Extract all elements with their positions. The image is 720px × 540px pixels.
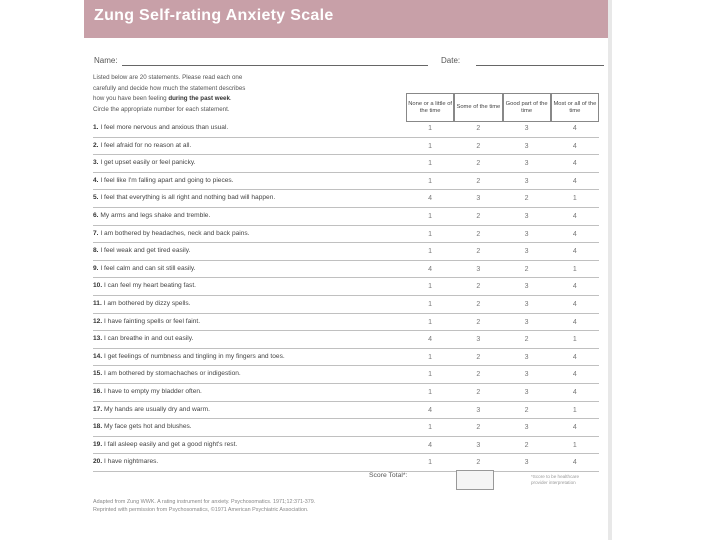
score-option[interactable]: 3: [524, 388, 529, 396]
score-option[interactable]: 4: [572, 388, 577, 396]
score-option[interactable]: 1: [572, 336, 577, 344]
statement-number: 11.: [93, 299, 102, 307]
column-headers: [406, 93, 599, 122]
table-row: [93, 384, 599, 402]
score-option[interactable]: 4: [428, 265, 433, 273]
score-options: [406, 120, 599, 137]
score-option[interactable]: 1: [572, 195, 577, 203]
score-option[interactable]: 4: [572, 160, 577, 168]
statement-text: I am bothered by headaches, neck and back pains.: [100, 229, 250, 237]
footer-line: Reprinted with permission from Psychosomatics, ©1971 American Psychiatric Association.: [93, 507, 309, 513]
score-option[interactable]: 1: [428, 318, 433, 326]
score-option[interactable]: 3: [524, 459, 529, 467]
name-underline[interactable]: [122, 65, 428, 66]
score-option[interactable]: 1: [428, 424, 433, 432]
statement-number: 12.: [93, 317, 103, 325]
statement: [93, 230, 250, 237]
statement: [93, 142, 191, 149]
statement-text: My arms and legs shake and tremble.: [100, 211, 211, 219]
statement: [93, 124, 228, 131]
statement: [93, 388, 202, 395]
score-option[interactable]: 3: [524, 177, 529, 185]
score-options: [406, 296, 599, 313]
table-row: [93, 366, 599, 384]
statement-table: [93, 120, 599, 472]
score-option[interactable]: 3: [524, 283, 529, 291]
table-row: [93, 437, 599, 455]
score-option[interactable]: 1: [428, 388, 433, 396]
statement: [93, 247, 190, 254]
statement-number: 18.: [93, 423, 103, 431]
score-options: [406, 314, 599, 331]
statement-text: I feel afraid for no reason at all.: [100, 141, 192, 149]
score-option[interactable]: 2: [476, 212, 481, 220]
score-option[interactable]: 2: [476, 142, 481, 150]
score-option[interactable]: 4: [572, 300, 577, 308]
score-option[interactable]: 2: [524, 265, 529, 273]
score-option[interactable]: 2: [476, 160, 481, 168]
table-row: [93, 226, 599, 244]
statement-text: I can breathe in and out easily.: [104, 335, 194, 343]
statement-text: I feel more nervous and anxious than usual.: [100, 124, 229, 131]
score-option[interactable]: 2: [476, 177, 481, 185]
score-option[interactable]: 3: [524, 160, 529, 168]
score-option[interactable]: 2: [476, 248, 481, 256]
score-total-label: Score Total*:: [369, 472, 408, 479]
score-option[interactable]: 4: [428, 406, 433, 414]
instructions: [93, 73, 383, 115]
statement-number: 5.: [93, 194, 99, 202]
score-option[interactable]: 4: [428, 441, 433, 449]
name-field: [94, 56, 118, 65]
table-row: [93, 296, 599, 314]
score-option[interactable]: 3: [524, 142, 529, 150]
statement-number: 9.: [93, 264, 99, 272]
statement-number: 14.: [93, 352, 103, 360]
table-row: [93, 454, 599, 472]
score-option[interactable]: 1: [428, 371, 433, 379]
table-row: [93, 331, 599, 349]
instructions-text: .: [229, 95, 232, 102]
table-row: [93, 419, 599, 437]
statement-text: I have to empty my bladder often.: [104, 387, 202, 395]
score-options: [406, 243, 599, 260]
statement-text: My face gets hot and blushes.: [104, 423, 192, 431]
score-total-box[interactable]: [456, 470, 494, 490]
statement-number: 6.: [93, 211, 99, 219]
score-option[interactable]: 1: [572, 265, 577, 273]
score-option[interactable]: 3: [524, 300, 529, 308]
statement-number: 8.: [93, 247, 99, 255]
table-row: [93, 138, 599, 156]
column-header: Most or all of the time: [551, 93, 599, 122]
footer-line: Adapted from Zung WWK. A rating instrument for anxiety. Psychosomatics. 1971;12:371-379.: [93, 499, 316, 505]
score-option[interactable]: 2: [476, 388, 481, 396]
score-option[interactable]: 2: [476, 459, 481, 467]
score-options: [406, 331, 599, 348]
score-option[interactable]: 4: [572, 459, 577, 467]
statement: [93, 353, 285, 360]
table-row: [93, 120, 599, 138]
statement-number: 1.: [93, 124, 99, 131]
score-option[interactable]: 3: [476, 406, 481, 414]
score-options: [406, 138, 599, 155]
score-option[interactable]: 2: [524, 336, 529, 344]
score-option[interactable]: 2: [476, 318, 481, 326]
instructions-line: [93, 94, 383, 105]
score-option[interactable]: 4: [572, 283, 577, 291]
score-options: [406, 437, 599, 454]
score-option[interactable]: 1: [428, 142, 433, 150]
score-option[interactable]: 1: [428, 459, 433, 467]
score-option[interactable]: 4: [428, 336, 433, 344]
score-option[interactable]: 1: [572, 406, 577, 414]
score-option[interactable]: 3: [524, 212, 529, 220]
table-row: [93, 261, 599, 279]
score-option[interactable]: 1: [572, 441, 577, 449]
table-row: [93, 349, 599, 367]
statement-number: 2.: [93, 141, 99, 149]
score-option[interactable]: 3: [524, 248, 529, 256]
score-option[interactable]: 4: [572, 371, 577, 379]
statement-text: I have fainting spells or feel faint.: [104, 317, 201, 325]
score-options: [406, 349, 599, 366]
score-option[interactable]: 1: [428, 300, 433, 308]
table-row: [93, 314, 599, 332]
statement-text: I am bothered by stomachaches or indigestion.: [104, 370, 241, 378]
score-option[interactable]: 4: [572, 424, 577, 432]
statement: [93, 318, 200, 325]
score-option[interactable]: 1: [428, 248, 433, 256]
score-options: [406, 226, 599, 243]
score-option[interactable]: 2: [476, 230, 481, 238]
statement-number: 10.: [93, 282, 103, 290]
table-row: [93, 278, 599, 296]
statement-text: I get feelings of numbness and tingling in my fingers and toes.: [104, 352, 285, 360]
footer-citation: [93, 498, 453, 514]
statement: [93, 423, 192, 430]
score-option[interactable]: 4: [572, 142, 577, 150]
column-header: Some of the time: [454, 93, 502, 122]
score-options: [406, 278, 599, 295]
instructions-text: how you have been feeling: [93, 95, 169, 102]
score-option[interactable]: 3: [524, 125, 529, 132]
statement: [93, 177, 234, 184]
score-option[interactable]: 4: [572, 177, 577, 185]
statement-number: 7.: [93, 229, 99, 237]
score-option[interactable]: 4: [428, 195, 433, 203]
instructions-emphasis: during the past week: [168, 95, 230, 102]
column-header: None or a little of the time: [406, 93, 454, 122]
score-option[interactable]: 3: [476, 336, 481, 344]
statement-number: 16.: [93, 387, 103, 395]
score-option[interactable]: 2: [476, 424, 481, 432]
score-option[interactable]: 3: [524, 353, 529, 361]
score-option[interactable]: 2: [476, 353, 481, 361]
table-row: [93, 208, 599, 226]
table-row: [93, 243, 599, 261]
score-option[interactable]: 1: [428, 353, 433, 361]
date-underline[interactable]: [476, 65, 604, 66]
score-option[interactable]: 1: [428, 160, 433, 168]
score-option[interactable]: 4: [572, 318, 577, 326]
score-option[interactable]: 4: [572, 230, 577, 238]
score-options: [406, 454, 599, 471]
score-option[interactable]: 3: [476, 265, 481, 273]
statement-text: I have nightmares.: [104, 458, 159, 466]
statement: [93, 212, 210, 219]
statement: [93, 265, 196, 272]
column-header: Good part of the time: [503, 93, 551, 122]
instructions-line: Listed below are 20 statements. Please read each one: [93, 74, 243, 81]
statement: [93, 370, 241, 377]
page-edge: [608, 0, 612, 540]
score-option[interactable]: 1: [428, 125, 433, 132]
score-option[interactable]: 1: [428, 212, 433, 220]
statement-text: I am bothered by dizzy spells.: [103, 299, 191, 307]
score-option[interactable]: 2: [476, 125, 481, 132]
date-field: [441, 56, 460, 65]
statement-text: I get upset easily or feel panicky.: [100, 159, 196, 167]
score-option[interactable]: 2: [524, 406, 529, 414]
score-option[interactable]: 4: [572, 248, 577, 256]
score-options: [406, 366, 599, 383]
instructions-line: Circle the appropriate number for each statement.: [93, 105, 230, 113]
score-option[interactable]: 3: [476, 195, 481, 203]
statement: [93, 441, 237, 448]
score-option[interactable]: 2: [476, 283, 481, 291]
instructions-line: carefully and decide how much the statement describes: [93, 84, 246, 92]
statement: [93, 159, 196, 166]
statement-text: I fall asleep easily and get a good night's rest.: [104, 440, 238, 448]
statement-number: 17.: [93, 405, 103, 413]
statement-text: I feel like I'm falling apart and going to pieces.: [100, 176, 234, 184]
score-option[interactable]: 3: [524, 424, 529, 432]
document-page: [84, 0, 609, 540]
score-options: [406, 419, 599, 436]
statement-text: I feel weak and get tired easily.: [100, 247, 191, 255]
score-option[interactable]: 1: [428, 177, 433, 185]
document-title: Zung Self-rating Anxiety Scale: [94, 7, 334, 24]
score-option[interactable]: 3: [476, 441, 481, 449]
statement-text: My hands are usually dry and warm.: [104, 405, 210, 413]
score-option[interactable]: 3: [524, 318, 529, 326]
statement: [93, 282, 196, 289]
score-option[interactable]: 4: [572, 212, 577, 220]
table-row: [93, 190, 599, 208]
statement: [93, 458, 158, 465]
statement: [93, 335, 193, 342]
statement-number: 19.: [93, 440, 103, 448]
table-row: [93, 173, 599, 191]
score-option[interactable]: 3: [524, 230, 529, 238]
score-options: [406, 402, 599, 419]
statement-text: I feel that everything is all right and nothing bad will happen.: [100, 194, 276, 202]
score-option[interactable]: 4: [572, 353, 577, 361]
statement-text: I can feel my heart beating fast.: [104, 282, 197, 290]
score-options: [406, 155, 599, 172]
score-option[interactable]: 3: [524, 371, 529, 379]
header-band: [84, 0, 609, 38]
score-option[interactable]: 1: [428, 230, 433, 238]
score-options: [406, 173, 599, 190]
statement-text: I feel calm and can sit still easily.: [100, 264, 196, 272]
score-options: [406, 208, 599, 225]
score-note: *Score to be healthcare provider interpretation: [531, 474, 580, 485]
score-options: [406, 384, 599, 401]
date-label: Date:: [441, 56, 461, 65]
statement-number: 4.: [93, 176, 99, 184]
statement-number: 3.: [93, 159, 99, 167]
name-label: Name:: [94, 56, 118, 65]
statement: [93, 300, 191, 307]
score-option[interactable]: 1: [428, 283, 433, 291]
statement-number: 13.: [93, 335, 103, 343]
score-option[interactable]: 4: [572, 125, 577, 132]
statement: [93, 194, 275, 201]
score-options: [406, 190, 599, 207]
score-option[interactable]: 2: [476, 300, 481, 308]
table-row: [93, 402, 599, 420]
score-option[interactable]: 2: [524, 195, 529, 203]
score-option[interactable]: 2: [476, 371, 481, 379]
score-option[interactable]: 2: [524, 441, 529, 449]
table-row: [93, 155, 599, 173]
score-options: [406, 261, 599, 278]
statement: [93, 406, 210, 413]
statement-number: 20.: [93, 458, 103, 466]
statement-number: 15.: [93, 370, 103, 378]
